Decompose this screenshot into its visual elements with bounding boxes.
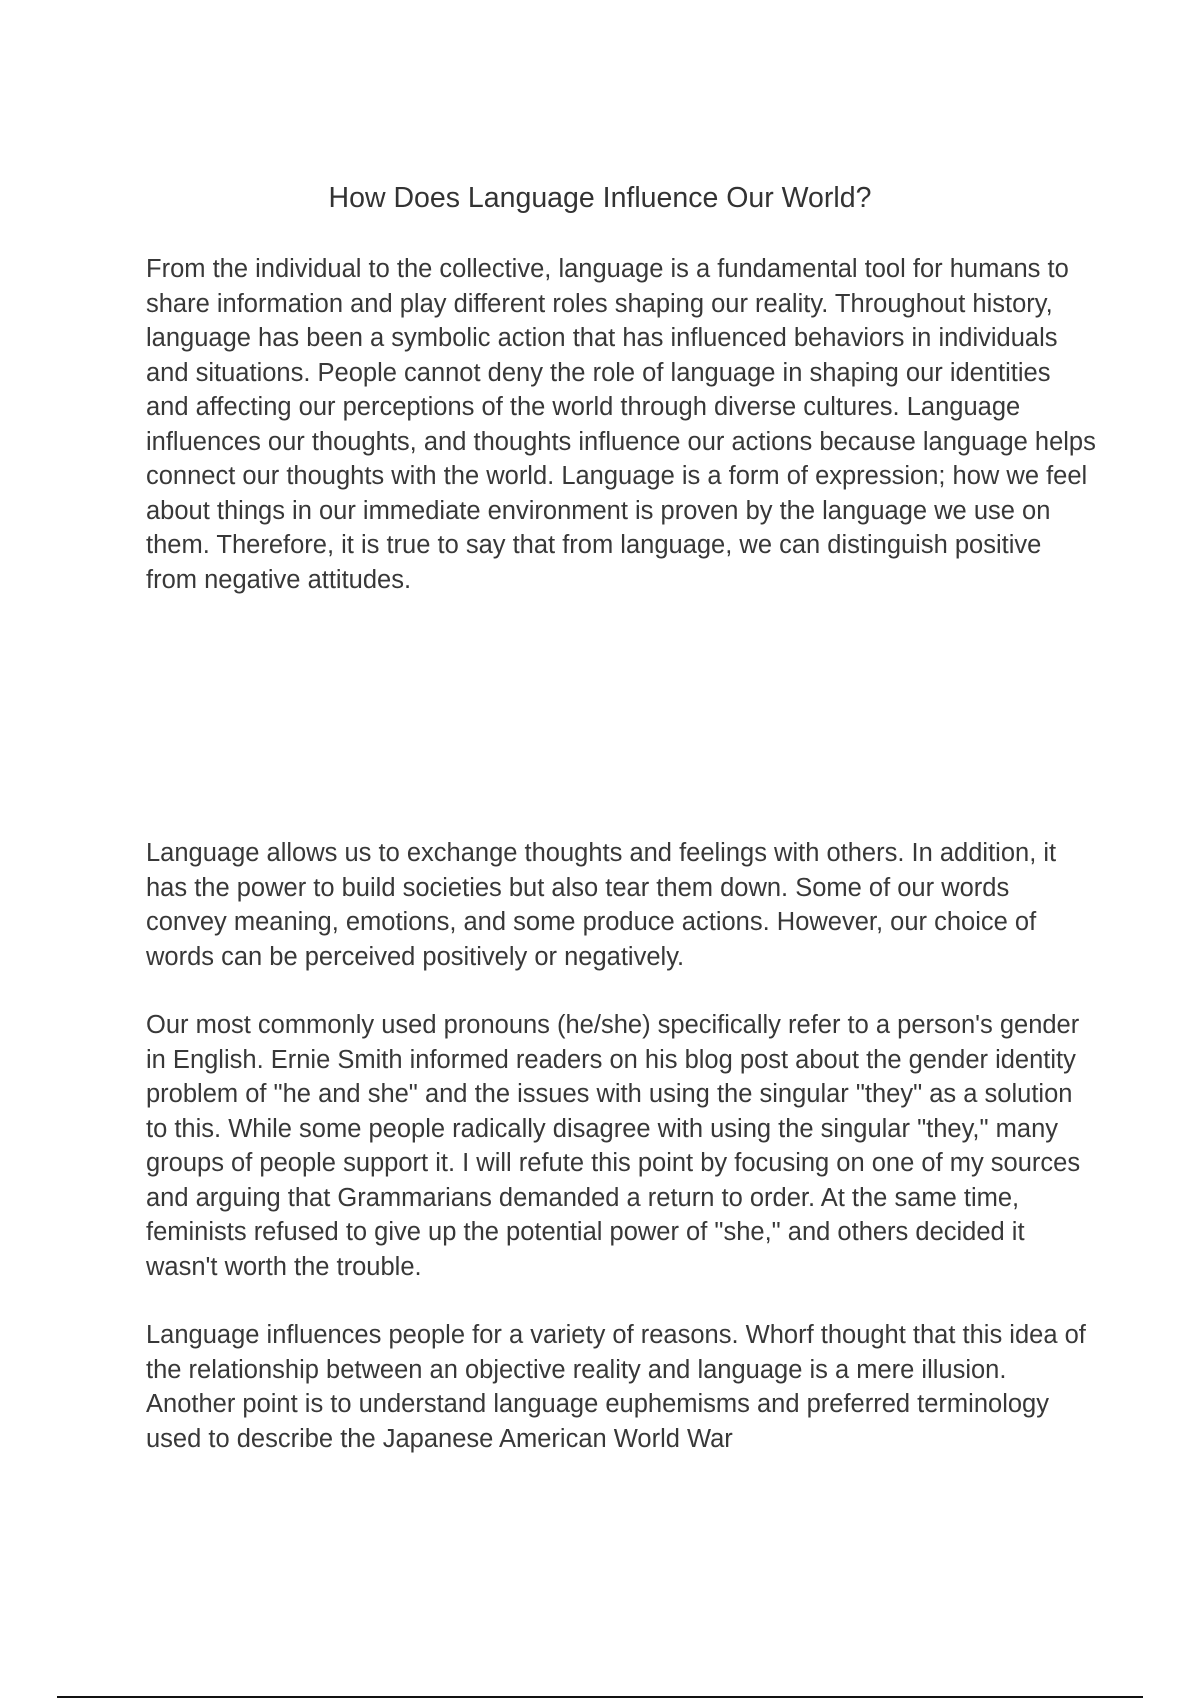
document-title: How Does Language Influence Our World? xyxy=(328,182,872,214)
page-bottom-divider xyxy=(57,1696,1143,1698)
paragraph-influence: Language influences people for a variety of reasons. Whorf thought that this idea of the relationship between an objective reality and language is a mere illusion. Another point is to understand language euphemisms and preferred terminology used to describe the Japanese American World War xyxy=(146,1321,1086,1453)
paragraph-intro: From the individual to the collective, language is a fundamental tool for humans to share information and play different roles shaping our reality. Throughout history, language has been a symbolic action that has influenced behaviors in individuals and situations. People cannot deny the role of language in shaping our identities and affecting our perceptions of the world through diverse cultures. Language influences our thoughts, and thoughts influence our actions because language helps connect our thoughts with the world. Language is a form of expression; how we feel about things in our immediate environment is proven by the language we use on them. Therefore, it is true to say that from language, we can distinguish positive from negative attitudes. xyxy=(146,255,1096,594)
paragraph-pronouns: Our most commonly used pronouns (he/she) specifically refer to a person's gender in English. Ernie Smith informed readers on his blog post about the gender identity problem of "he and she" and the issues with using the singular "they" as a solution to this. While some people radically disagree with using the singular "they," many groups of people support it. I will refute this point by focusing on one of my sources and arguing that Grammarians demanded a return to order. At the same time, feminists refused to give up the potential power of "she," and others decided it wasn't worth the trouble. xyxy=(146,1011,1081,1281)
paragraph-exchange: Language allows us to exchange thoughts and feelings with others. In addition, it has the power to build societies but also tear them down. Some of our words convey meaning, emotions, and some produce actions. However, our choice of words can be perceived positively or negatively. xyxy=(146,839,1057,971)
